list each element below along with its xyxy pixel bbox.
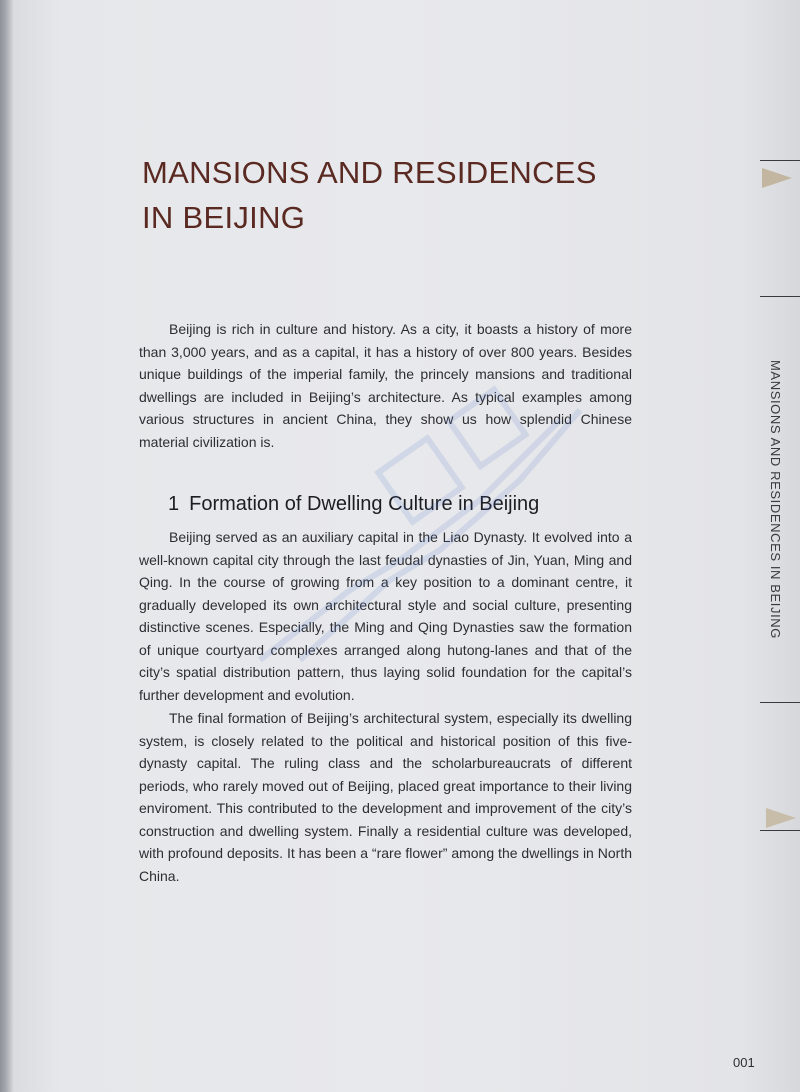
- intro-paragraph: Beijing is rich in culture and history. As a city, it boasts a history of more than 3,000 years, and as a capital, it has a history of over 800 years. Besides unique buildings of the imperial family, the princely mansions and traditional dwellings are included in Beijing’s architecture. As typical examples among various structures in ancient China, they show us how splendid Chinese material civilization is.: [139, 321, 632, 450]
- page-number: 001: [733, 1055, 755, 1070]
- side-chapter-tab: MANSIONS AND RESIDENCES IN BEIJING: [768, 360, 783, 640]
- section-heading: [168, 490, 539, 518]
- binding-shadow: [0, 0, 14, 1092]
- section-number: 1: [168, 493, 180, 515]
- body-paragraph-1: Beijing served as an auxiliary capital in the Liao Dynasty. It evolved into a well-known capital city through the last feudal dynasties of Jin, Yuan, Ming and Qing. In the course of growing from a key position to a dominant centre, it gradually developed its own architectural style and social culture, presenting distinctive scenes. Especially, the Ming and Qing Dynasties saw the formation of unique courtyard complexes arranged along hutong-lanes and that of the city’s spatial distribution pattern, thus laying solid foundation for the capital’s further development and evolution.: [139, 529, 632, 703]
- tab-marker-bottom: [766, 808, 796, 828]
- chapter-title-line-2: IN BEIJING: [142, 200, 306, 235]
- chapter-title: [142, 150, 597, 240]
- tab-rule-top: [760, 160, 800, 161]
- tab-rule-lower: [760, 702, 800, 703]
- chapter-title-line-1: MANSIONS AND RESIDENCES: [142, 155, 597, 190]
- tab-rule-upper: [760, 296, 800, 297]
- body-paragraph-2: The final formation of Beijing’s architectural system, especially its dwelling system, is closely related to the political and historical position of this five-dynasty capital. The ruling class and the scholarbureaucrats of different periods, who rarely moved out of Beijing, placed great importance to their living enviroment. This contributed to the development and improvement of the city’s construction and dwelling system. Finally a residential culture was developed, with profound deposits. It has been a “rare flower” among the dwellings in North China.: [139, 710, 632, 884]
- tab-rule-bottom: [760, 830, 800, 831]
- section-title: Formation of Dwelling Culture in Beijing: [189, 493, 540, 515]
- tab-marker-top: [762, 168, 792, 188]
